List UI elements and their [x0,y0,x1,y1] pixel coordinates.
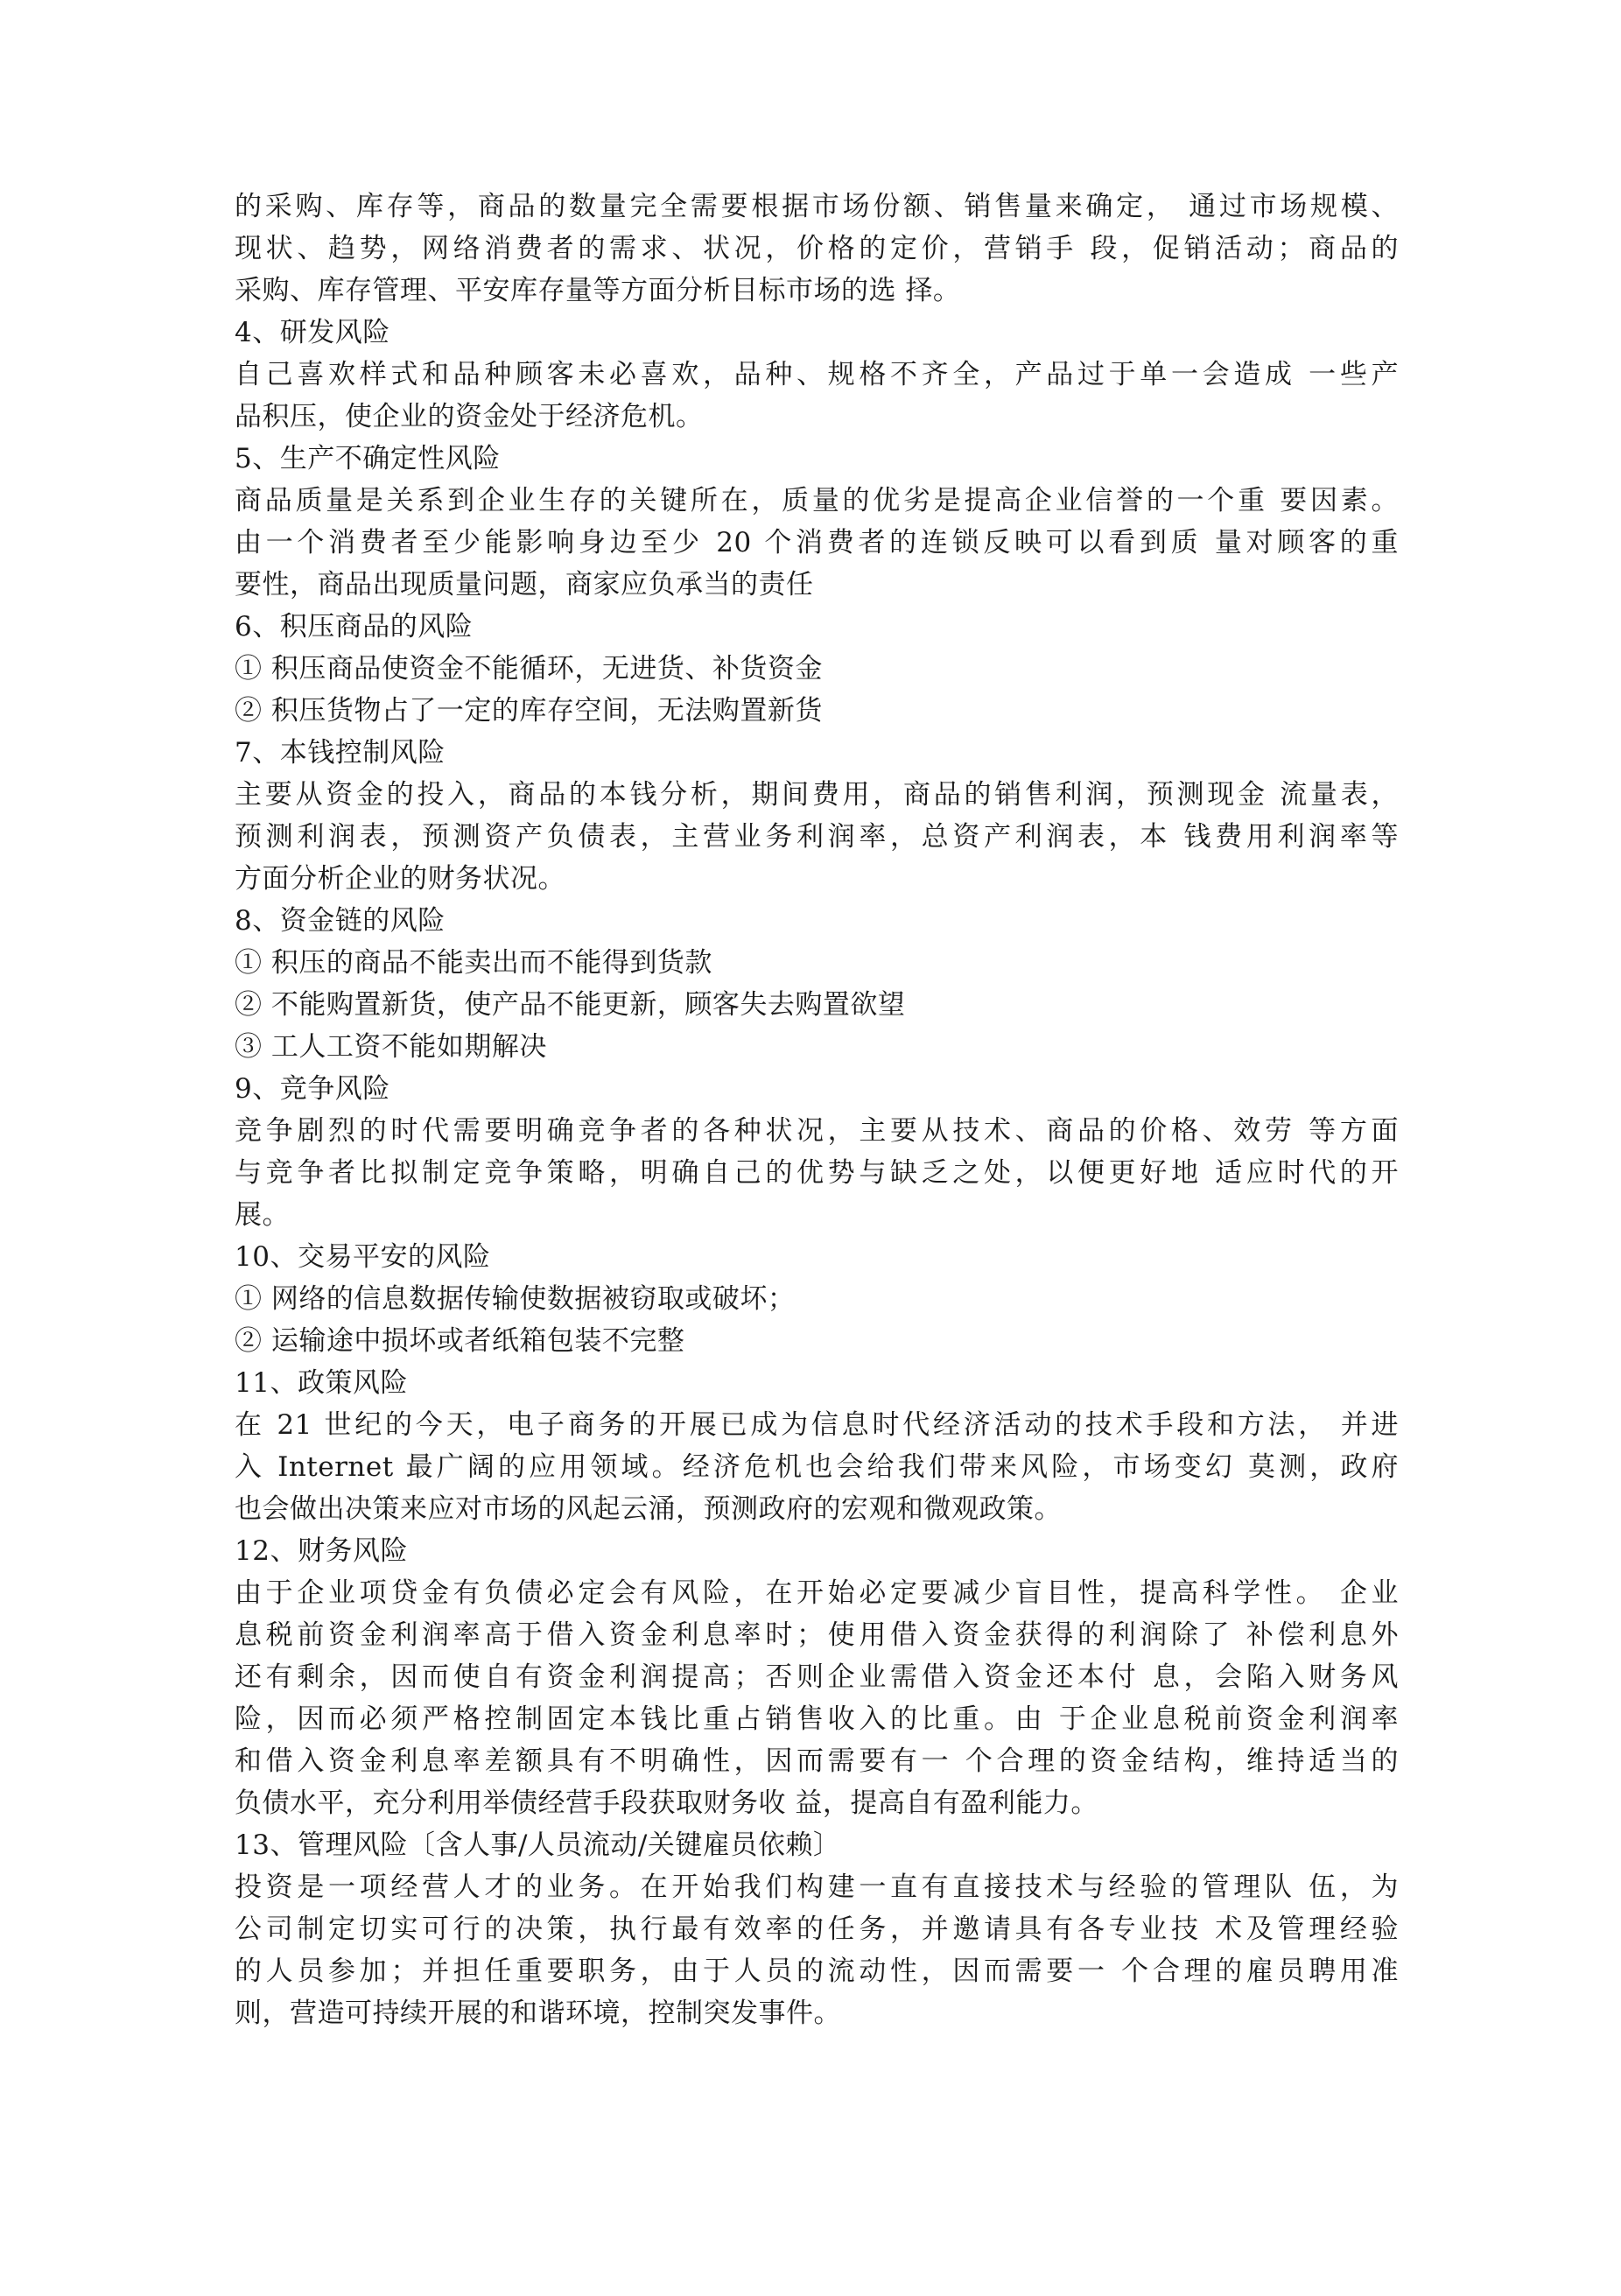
text-line: 5、生产不确定性风险 [235,443,501,474]
text-line: 自己喜欢样式和品种顾客未必喜欢，品种、规格不齐全，产品过于单一会造成 一些产 [235,359,1399,390]
text-line: 方面分析企业的财务状况。 [235,863,565,895]
text-line: 入 Internet 最广阔的应用领域。经济危机也会给我们带来风险，市场变幻 莫测，政府 [235,1451,1399,1483]
text-line: 4、研发风险 [235,317,390,348]
text-line: 则，营造可持续开展的和谐环境，控制突发事件。 [235,1998,841,2029]
text-line: 由一个消费者至少能影响身边至少 20 个消费者的连锁反映可以看到质 量对顾客的重 [235,527,1399,558]
text-line: 6、积压商品的风险 [235,611,474,642]
text-line: 8、资金链的风险 [235,905,446,937]
text-line: 12、财务风险 [235,1535,408,1567]
text-line: 11、政策风险 [235,1367,408,1399]
text-line: 主要从资金的投入，商品的本钱分析，期间费用，商品的销售利润，预测现金 流量表， [235,779,1399,811]
text-line: 商品质量是关系到企业生存的关键所在，质量的优劣是提高企业信誉的一个重 要因素。 [235,485,1399,516]
text-line: 的采购、库存等，商品的数量完全需要根据市场份额、销售量来确定， 通过市场规模、 [235,191,1399,222]
text-line: 预测利润表，预测资产负债表，主营业务利润率，总资产利润表，本 钱费用利润率等 [235,821,1399,853]
text-line: 负债水平，充分利用举债经营手段获取财务收 益，提高自有盈利能力。 [235,1787,1098,1819]
text-line: 13、管理风险〔含人事/人员流动/关键雇员依赖〕 [235,1829,841,1861]
text-line: 和借入资金利息率差额具有不明确性，因而需要有一 个合理的资金结构，维持适当的 [235,1745,1399,1777]
text-line: 的人员参加；并担任重要职务，由于人员的流动性，因而需要一 个合理的雇员聘用准 [235,1955,1399,1987]
text-line: ② 积压货物占了一定的库存空间，无法购置新货 [235,695,823,727]
text-line: ① 网络的信息数据传输使数据被窃取或破坏； [235,1283,796,1315]
text-line: 要性，商品出现质量问题，商家应负承当的责任 [235,569,814,600]
text-line: 现状、趋势，网络消费者的需求、状况，价格的定价，营销手 段，促销活动；商品的 [235,233,1399,264]
text-line: 7、本钱控制风险 [235,737,446,769]
text-line: 与竞争者比拟制定竞争策略，明确自己的优势与缺乏之处，以便更好地 适应时代的开 [235,1157,1399,1189]
text-line: 在 21 世纪的今天，电子商务的开展已成为信息时代经济活动的技术手段和方法， 并进 [235,1409,1399,1441]
text-line: 公司制定切实可行的决策，执行最有效率的任务，并邀请具有各专业技 术及管理经验 [235,1913,1399,1945]
text-line: 10、交易平安的风险 [235,1241,491,1273]
text-line: 险，因而必须严格控制固定本钱比重占销售收入的比重。由 于企业息税前资金利润率 [235,1703,1399,1735]
text-line: ① 积压的商品不能卖出而不能得到货款 [235,947,712,979]
text-line: 展。 [235,1199,290,1231]
text-line: 还有剩余，因而使自有资金利润提高；否则企业需借入资金还本付 息，会陷入财务风 [235,1661,1399,1693]
document-body [235,186,1399,2034]
text-line: 投资是一项经营人才的业务。在开始我们构建一直有直接技术与经验的管理队 伍，为 [235,1871,1399,1903]
text-line: 息税前资金利润率高于借入资金利息率时；使用借入资金获得的利润除了 补偿利息外 [235,1619,1399,1651]
text-line: 采购、库存管理、平安库存量等方面分析目标市场的选 择。 [235,275,961,306]
text-line: 由于企业项贷金有负债必定会有风险，在开始必定要减少盲目性，提高科学性。 企业 [235,1577,1399,1609]
text-line: 品积压，使企业的资金处于经济危机。 [235,401,704,432]
text-line: 也会做出决策来应对市场的风起云涌，预测政府的宏观和微观政策。 [235,1493,1062,1525]
text-line: 9、竞争风险 [235,1073,390,1105]
text-line: 竞争剧烈的时代需要明确竞争者的各种状况，主要从技术、商品的价格、效劳 等方面 [235,1115,1399,1147]
text-line: ② 运输途中损坏或者纸箱包装不完整 [235,1325,685,1357]
text-line: ③ 工人工资不能如期解决 [235,1031,547,1063]
text-line: ② 不能购置新货，使产品不能更新，顾客失去购置欲望 [235,989,906,1021]
text-line: ① 积压商品使资金不能循环，无进货、补货资金 [235,653,823,685]
